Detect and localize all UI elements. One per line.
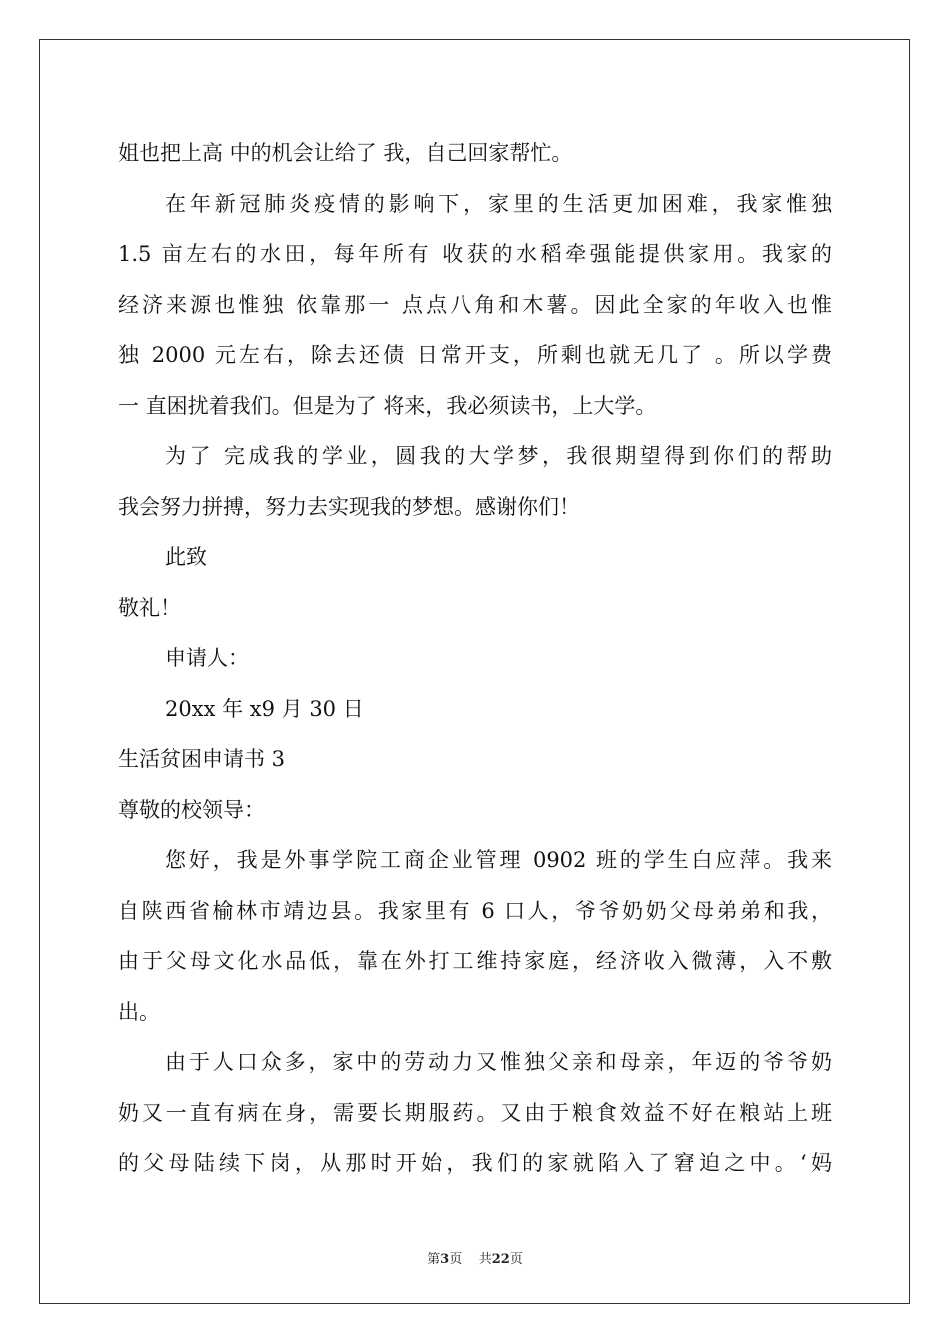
page-footer	[0, 1248, 950, 1267]
applicant-label: 申请人：	[165, 646, 249, 670]
page-number: 3	[440, 1252, 450, 1267]
greeting: 尊敬的校领导：	[118, 797, 265, 822]
total-prefix: 共	[478, 1252, 492, 1267]
total-suffix: 页	[509, 1252, 523, 1267]
text-line: 奶又一直有病在身，需要长期服药。又由于粮食效益不好在粮站上班	[118, 1100, 832, 1125]
page-suffix: 页	[449, 1252, 463, 1267]
text-line: 在年新冠肺炎疫情的影响下，家里的生活更加困难，我家惟独	[165, 191, 832, 216]
text-line: 一 直困扰着我们。但是为了 将来，我必须读书，上大学。	[118, 393, 657, 418]
text-line: 由于人口众多，家中的劳动力又惟独父亲和母亲，年迈的爷爷奶	[165, 1050, 832, 1074]
closing-salutation: 此致	[165, 545, 207, 569]
text-line: 由于父母文化水品低，靠在外打工维持家庭，经济收入微薄，入不敷	[118, 949, 832, 973]
text-line: 为了 完成我的学业，圆我的大学梦，我很期望得到你们的帮助	[165, 444, 832, 468]
text-line: 自陕西省榆林市靖边县。我家里有 6 口人，爷爷奶奶父母弟弟和我，	[118, 898, 832, 923]
total-pages: 22	[491, 1252, 510, 1267]
text-line: 姐也把上高 中的机会让给了 我，自己回家帮忙。	[118, 141, 573, 165]
letter-date: 20xx 年 x9 月 30 日	[165, 696, 364, 721]
text-line: 我会努力拼搏，努力去实现我的梦想。感谢你们！	[118, 494, 580, 519]
text-line: 独 2000 元左右，除去还债 日常开支，所剩也就无几了 。所以学费	[118, 343, 832, 367]
text-line: 1.5 亩左右的水田，每年所有 收获的水稻牵强能提供家用。我家的	[118, 242, 832, 266]
text-line: 经济来源也惟独 依靠那一 点点八角和木薯。因此全家的年收入也惟	[118, 292, 832, 317]
text-line: 您好，我是外事学院工商企业管理 0902 班的学生白应萍。我来	[165, 848, 832, 872]
section-title: 生活贫困申请书 3	[118, 747, 286, 771]
text-line: 出。	[118, 999, 160, 1024]
text-line: 的父母陆续下岗，从那时开始，我们的家就陷入了窘迫之中。‘妈	[118, 1151, 832, 1175]
closing-regards: 敬礼！	[118, 595, 181, 620]
document-body	[118, 128, 832, 1189]
page-prefix: 第	[427, 1252, 441, 1267]
